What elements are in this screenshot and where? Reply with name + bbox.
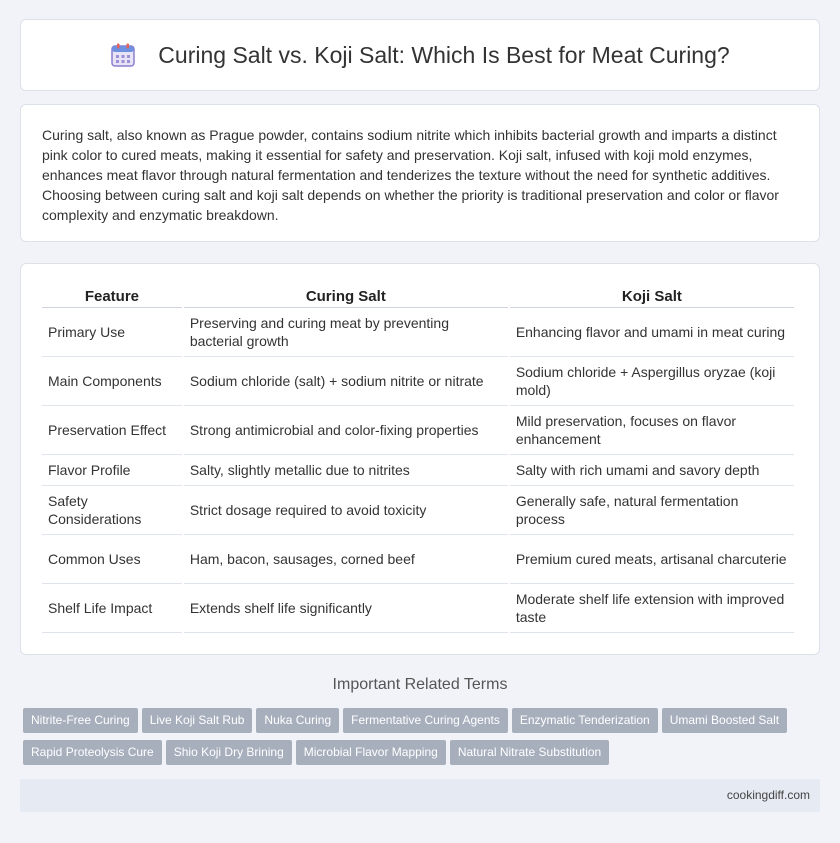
related-tag[interactable]: Shio Koji Dry Brining bbox=[166, 740, 292, 765]
header-feature: Feature bbox=[42, 284, 182, 308]
footer-site-link[interactable]: cookingdiff.com bbox=[726, 788, 810, 802]
curing-salt-cell: Ham, bacon, sausages, corned beef bbox=[184, 535, 508, 584]
koji-salt-cell: Salty with rich umami and savory depth bbox=[510, 455, 794, 486]
table-row bbox=[42, 535, 794, 584]
curing-salt-cell: Strict dosage required to avoid toxicity bbox=[184, 486, 508, 535]
koji-salt-cell: Moderate shelf life extension with improved taste bbox=[510, 584, 794, 633]
intro-card bbox=[20, 104, 820, 242]
feature-cell: Preservation Effect bbox=[42, 406, 182, 455]
curing-salt-cell: Extends shelf life significantly bbox=[184, 584, 508, 633]
feature-cell: Safety Considerations bbox=[42, 486, 182, 535]
intro-paragraph: Curing salt, also known as Prague powder, contains sodium nitrite which inhibits bacterial growth and imparts a distinct pink color to cured meats, making it essential for safety and preservation. Koji salt, infused with koji mold enzymes, enhances meat flavor through natural fermentation and tenderizes the texture without the need for synthetic additives. Choosing between curing salt and koji salt depends on whether the priority is traditional preservation and color or flavor complexity and enzymatic breakdown. bbox=[42, 127, 779, 223]
koji-salt-cell: Generally safe, natural fermentation process bbox=[510, 486, 794, 535]
curing-salt-cell: Preserving and curing meat by preventing bacterial growth bbox=[184, 308, 508, 357]
related-tag[interactable]: Fermentative Curing Agents bbox=[343, 708, 508, 733]
feature-cell: Primary Use bbox=[42, 308, 182, 357]
header-koji-salt: Koji Salt bbox=[510, 284, 794, 308]
calendar-icon bbox=[110, 42, 136, 68]
koji-salt-cell: Enhancing flavor and umami in meat curing bbox=[510, 308, 794, 357]
koji-salt-cell: Sodium chloride + Aspergillus oryzae (koji mold) bbox=[510, 357, 794, 406]
feature-cell: Flavor Profile bbox=[42, 455, 182, 486]
related-tag[interactable]: Natural Nitrate Substitution bbox=[450, 740, 609, 765]
curing-salt-cell: Strong antimicrobial and color-fixing properties bbox=[184, 406, 508, 455]
related-tag[interactable]: Nitrite-Free Curing bbox=[23, 708, 138, 733]
page-title: Curing Salt vs. Koji Salt: Which Is Best for Meat Curing? bbox=[158, 41, 730, 68]
table-row bbox=[42, 584, 794, 633]
table-row bbox=[42, 486, 794, 535]
related-terms-tags bbox=[23, 708, 823, 772]
feature-cell: Main Components bbox=[42, 357, 182, 406]
curing-salt-cell: Salty, slightly metallic due to nitrites bbox=[184, 455, 508, 486]
koji-salt-cell: Premium cured meats, artisanal charcuterie bbox=[510, 535, 794, 584]
table-row bbox=[42, 455, 794, 486]
related-tag[interactable]: Umami Boosted Salt bbox=[662, 708, 787, 733]
related-tag[interactable]: Rapid Proteolysis Cure bbox=[23, 740, 162, 765]
table-header-row bbox=[42, 284, 794, 308]
feature-cell: Common Uses bbox=[42, 535, 182, 584]
koji-salt-cell: Mild preservation, focuses on flavor enhancement bbox=[510, 406, 794, 455]
footer bbox=[20, 779, 820, 812]
comparison-table bbox=[40, 284, 796, 633]
comparison-table-card bbox=[20, 263, 820, 655]
header-card bbox=[20, 19, 820, 91]
related-tag[interactable]: Microbial Flavor Mapping bbox=[296, 740, 446, 765]
related-terms-title: Important Related Terms bbox=[332, 676, 508, 693]
header-curing-salt: Curing Salt bbox=[184, 284, 508, 308]
table-row bbox=[42, 357, 794, 406]
feature-cell: Shelf Life Impact bbox=[42, 584, 182, 633]
related-tag[interactable]: Live Koji Salt Rub bbox=[142, 708, 253, 733]
related-tag[interactable]: Nuka Curing bbox=[256, 708, 339, 733]
curing-salt-cell: Sodium chloride (salt) + sodium nitrite or nitrate bbox=[184, 357, 508, 406]
table-row bbox=[42, 406, 794, 455]
related-tag[interactable]: Enzymatic Tenderization bbox=[512, 708, 658, 733]
table-row bbox=[42, 308, 794, 357]
